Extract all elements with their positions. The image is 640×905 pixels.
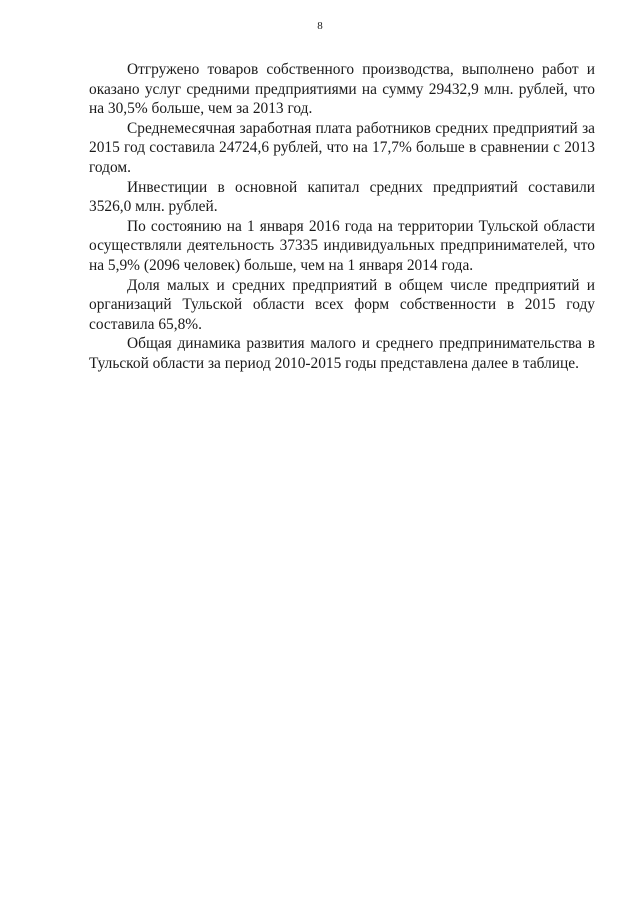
paragraph-shipped-goods: Отгружено товаров собственного производства, выполнено работ и оказано услуг средними предприятиями на сумму 29432,9 млн. рублей, что на 30,5% больше, чем за 2013 год.: [89, 61, 595, 118]
page-number: 8: [317, 20, 323, 32]
document-body: [89, 60, 595, 374]
paragraph-overall-dynamics: Общая динамика развития малого и среднего предпринимательства в Тульской области за период 2010-2015 годы представлена далее в таблице.: [89, 335, 595, 372]
paragraph-investments: Инвестиции в основной капитал средних предприятий составили 3526,0 млн. рублей.: [89, 178, 595, 216]
paragraph-share-of-smes: Доля малых и средних предприятий в общем числе предприятий и организаций Тульской области всех форм собственности в 2015 году составила 65,8%.: [89, 276, 595, 333]
paragraph-average-salary: Среднемесячная заработная плата работников средних предприятий за 2015 год составила 24724,6 рублей, что на 17,7% больше в сравнении с 2013 годом.: [89, 119, 595, 176]
paragraph-entrepreneurs: По состоянию на 1 января 2016 года на территории Тульской области осуществляли деятельность 37335 индивидуальных предпринимателей, что на 5,9% (2096 человек) больше, чем на 1 января 2014 года.: [89, 217, 595, 274]
